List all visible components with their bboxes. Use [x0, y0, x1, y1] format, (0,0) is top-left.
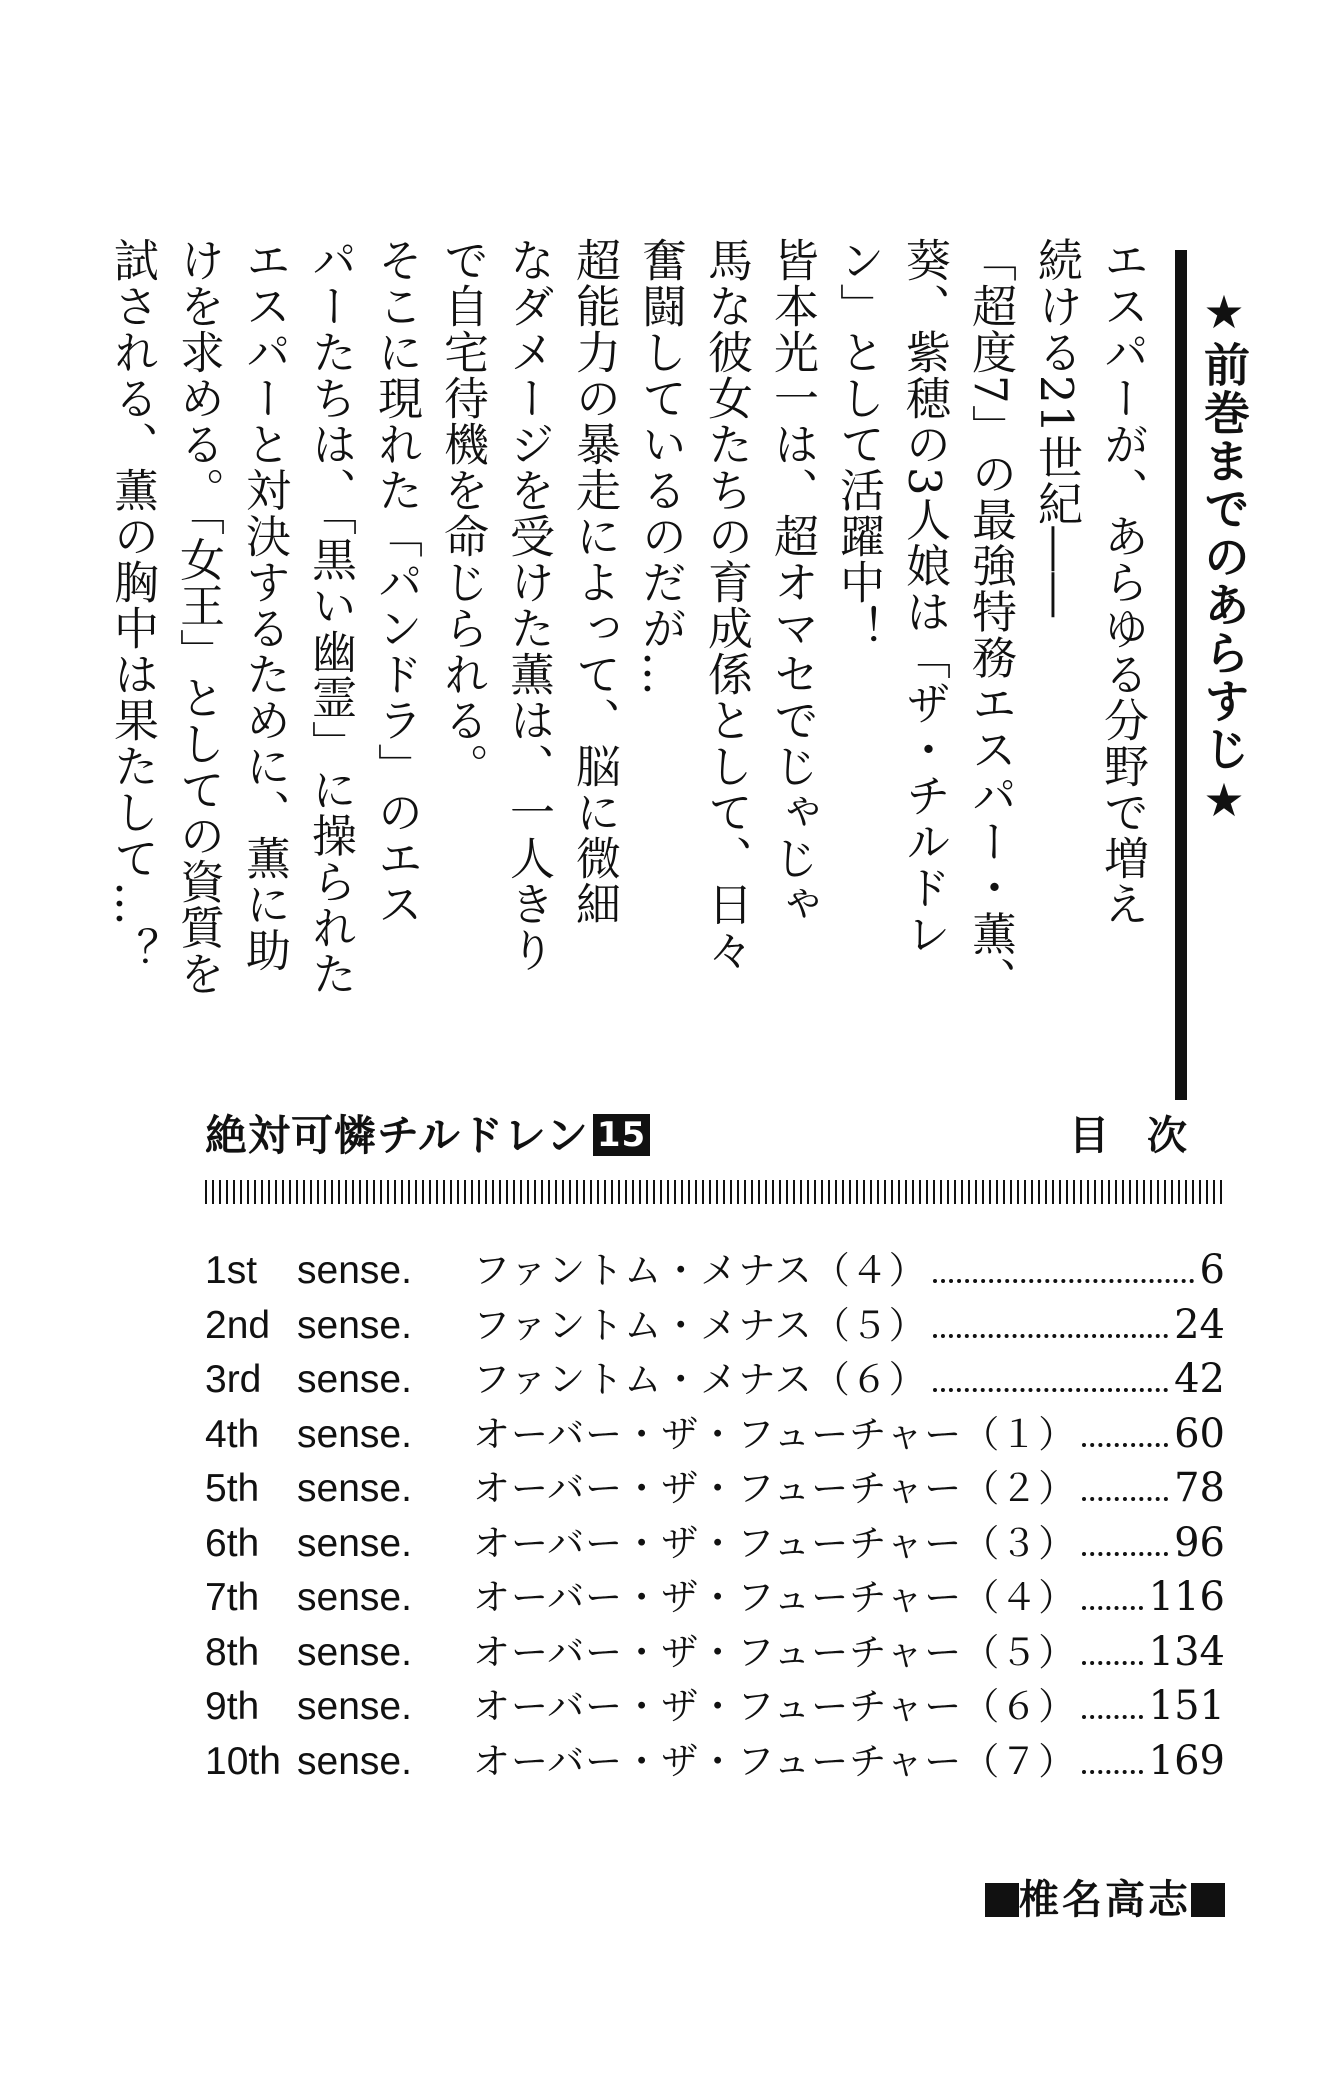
synopsis-line: 続ける21世紀――: [1030, 237, 1083, 619]
toc-page-number: 96: [1174, 1519, 1225, 1566]
toc-row[interactable]: [205, 1622, 1225, 1677]
synopsis-line: 超能力の暴走によって、脳に微細: [568, 237, 621, 927]
toc-leader-dots: [1082, 1552, 1168, 1556]
toc-chapter-title: オーバー・ザ・フューチャー（５）: [473, 1630, 1077, 1674]
toc-sense: sense.: [297, 1630, 412, 1674]
toc-number: 5th: [205, 1467, 260, 1510]
toc-row[interactable]: [205, 1458, 1225, 1513]
toc-leader-dots: [1082, 1661, 1142, 1665]
synopsis-line: そこに現れた「パンドラ」のエス: [370, 237, 423, 927]
toc-number: 1st: [205, 1249, 258, 1292]
square-bullet-icon: [1191, 1883, 1225, 1917]
toc-list: [205, 1240, 1225, 1785]
toc-chapter-title: オーバー・ザ・フューチャー（４）: [473, 1576, 1077, 1619]
toc-row[interactable]: [205, 1404, 1225, 1459]
toc-leader-dots: [1082, 1606, 1142, 1610]
toc-leader-dots: [933, 1279, 1194, 1283]
toc-leader-dots: [1082, 1770, 1142, 1774]
synopsis-rule: [1175, 250, 1187, 1100]
toc-number: 7th: [205, 1576, 260, 1619]
toc-number: 6th: [205, 1521, 260, 1565]
square-bullet-icon: [985, 1883, 1019, 1917]
synopsis-line: エスパーと対決するために、薫に助: [238, 237, 291, 973]
toc-leader-dots: [1082, 1443, 1168, 1447]
toc-chapter-title: オーバー・ザ・フューチャー（７）: [473, 1739, 1077, 1783]
toc-page-number: 24: [1174, 1301, 1225, 1348]
toc-leader-dots: [1082, 1715, 1142, 1719]
toc-sense: sense.: [297, 1521, 412, 1565]
toc-sense: sense.: [297, 1739, 412, 1783]
toc-sense: sense.: [297, 1412, 412, 1456]
toc-page-number: 134: [1148, 1628, 1225, 1675]
toc-row[interactable]: [205, 1513, 1225, 1568]
toc-sense: sense.: [297, 1249, 412, 1292]
toc-number: 3rd: [205, 1358, 262, 1401]
book-title: [205, 1108, 650, 1164]
hatch-divider: [205, 1180, 1225, 1204]
toc-page-number: 169: [1148, 1737, 1225, 1784]
synopsis-line: 「超度7」の最強特務エスパー・薫、: [964, 237, 1017, 1003]
toc-page-number: 151: [1148, 1683, 1225, 1729]
author-name: 椎名高志: [1019, 1877, 1191, 1923]
toc-number: 8th: [205, 1630, 260, 1674]
toc-sense: sense.: [297, 1358, 412, 1401]
toc-chapter-title: オーバー・ザ・フューチャー（１）: [473, 1412, 1077, 1456]
toc-page-number: 42: [1174, 1356, 1225, 1402]
synopsis-line: なダメージを受けた薫は、一人きり: [502, 237, 555, 973]
toc-number: 4th: [205, 1412, 260, 1456]
toc-sense: sense.: [297, 1467, 412, 1510]
toc-leader-dots: [1082, 1497, 1168, 1501]
toc-page-number: 116: [1148, 1574, 1225, 1620]
toc-row[interactable]: [205, 1567, 1225, 1622]
volume-badge: 15: [593, 1114, 650, 1156]
author-credit: [985, 1868, 1225, 1925]
toc-sense: sense.: [297, 1576, 412, 1619]
toc-row[interactable]: [205, 1731, 1225, 1786]
series-title: 絶対可憐チルドレン: [205, 1111, 589, 1160]
toc-leader-dots: [933, 1334, 1168, 1338]
toc-page-number: 78: [1174, 1465, 1225, 1511]
toc-sense: sense.: [297, 1685, 412, 1728]
toc-chapter-title: オーバー・ザ・フューチャー（３）: [473, 1521, 1077, 1565]
synopsis-line: パーたちは、「黒い幽霊」に操られた: [304, 237, 357, 997]
toc-chapter-title: オーバー・ザ・フューチャー（６）: [473, 1685, 1077, 1728]
toc-page-number: 60: [1174, 1410, 1225, 1457]
toc-row[interactable]: [205, 1349, 1225, 1404]
synopsis-line: で自宅待機を命じられる。: [436, 237, 489, 789]
toc-number: 10th: [205, 1739, 281, 1783]
toc-page-number: 6: [1199, 1247, 1225, 1293]
synopsis-line: 葵、紫穂の3人娘は「ザ・チルドレ: [898, 237, 951, 957]
synopsis-line: 皆本光一は、超オマセでじゃじゃ: [766, 237, 819, 927]
toc-row[interactable]: [205, 1676, 1225, 1731]
toc-leader-dots: [933, 1388, 1168, 1392]
synopsis-line: 試される、薫の胸中は果たして…？: [106, 237, 159, 973]
toc-row[interactable]: [205, 1240, 1225, 1295]
toc-chapter-title: ファントム・メナス（６）: [473, 1358, 927, 1401]
synopsis-line: ン」として活躍中！: [832, 237, 885, 651]
toc-number: 2nd: [205, 1303, 271, 1347]
synopsis-section: [106, 225, 1275, 1003]
toc-chapter-title: ファントム・メナス（５）: [473, 1303, 927, 1347]
synopsis-line: けを求める。「女王」としての資質を: [172, 237, 225, 997]
synopsis-line: 馬な彼女たちの育成係として、日々: [700, 237, 753, 973]
toc-header: [205, 1108, 1225, 1168]
toc-row[interactable]: [205, 1295, 1225, 1350]
synopsis-line: エスパーが、あらゆる分野で増え: [1096, 237, 1149, 927]
toc-chapter-title: ファントム・メナス（４）: [473, 1249, 927, 1292]
toc-sense: sense.: [297, 1303, 412, 1347]
synopsis-heading: ★前巻までのあらすじ★: [1197, 285, 1251, 829]
toc-label: 目次: [1069, 1113, 1225, 1159]
synopsis-line: 奮闘しているのだが…: [634, 237, 687, 697]
toc-number: 9th: [205, 1685, 260, 1728]
toc-chapter-title: オーバー・ザ・フューチャー（２）: [473, 1467, 1077, 1510]
synopsis-text: [99, 237, 1155, 1097]
